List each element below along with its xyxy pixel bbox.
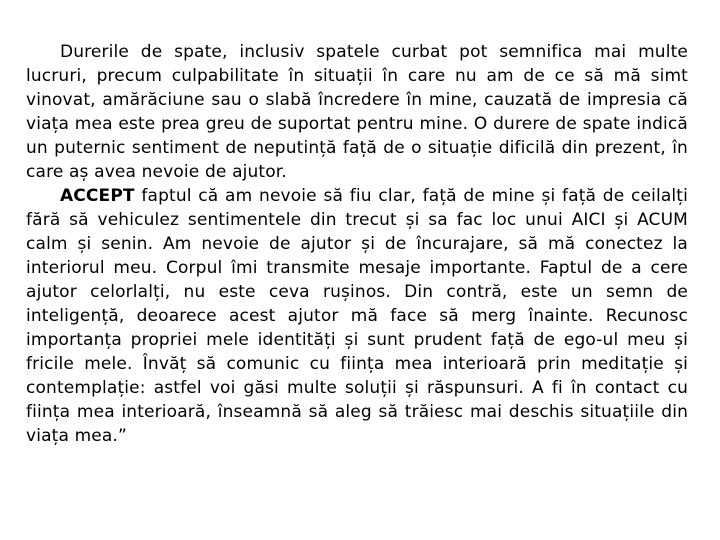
paragraph-2-text: faptul că am nevoie să fiu clar, față de mine și față de ceilalți fără să vehiculez sentimentele din trecut și sa fac loc unui AICI și ACUM calm și senin. Am nevoie de ajutor și de încurajare, să mă conectez la interiorul meu. Corpul îmi transmite mesaje importante. Faptul de a cere ajutor celorlalți, nu este ceva rușinos. Din contră, este un semn de inteligență, deoarece acest ajutor mă face să merg înainte. Recunosc importanța propriei mele identități și sunt prudent față de ego-ul meu și fricile mele. Învăț să comunic cu ființa mea interioară prin meditație și contemplație: astfel voi găsi multe soluții și răspunsuri. A fi în contact cu ființa mea interioară, înseamnă să aleg să trăiesc mai deschis situațiile din viața mea.” xyxy=(26,186,688,446)
paragraph-2 xyxy=(26,184,688,448)
paragraph-2-lead-word: ACCEPT xyxy=(60,186,135,206)
document-body xyxy=(26,40,688,448)
paragraph-1 xyxy=(26,40,688,184)
paragraph-1-text: Durerile de spate, inclusiv spatele curbat pot semnifica mai multe lucruri, precum culpabilitate în situații în care nu am de ce să mă simt vinovat, amărăciune sau o slabă încredere în mine, cauzată de impresia că viața mea este prea greu de suportat pentru mine. O durere de spate indică un puternic sentiment de neputință față de o situație dificilă din prezent, în care aș avea nevoie de ajutor. xyxy=(26,42,688,182)
